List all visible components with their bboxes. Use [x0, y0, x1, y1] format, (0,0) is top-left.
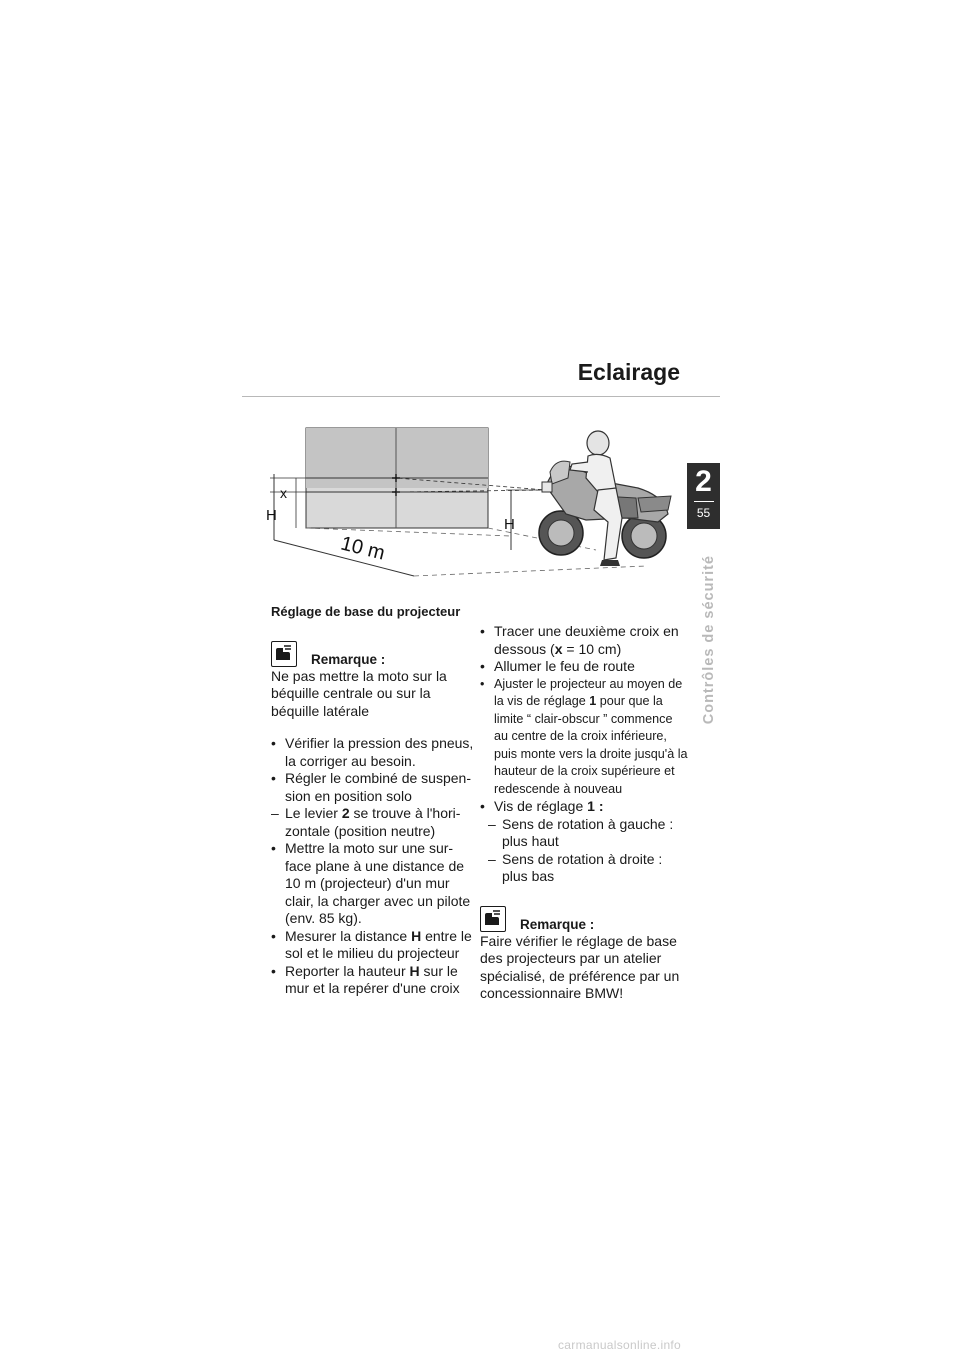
- list-item: • Vérifier la pression des pneus, la corriger au besoin.: [271, 735, 474, 769]
- note-icon: [271, 641, 297, 667]
- list-item: • Vis de réglage 1 :: [480, 798, 604, 814]
- page-number: 55: [696, 506, 711, 520]
- list-item: • Tracer une deuxième croix en dessous (x = 10 cm): [480, 623, 679, 657]
- list-item: – Le levier 2 se trouve à l'hori-zontale (position neutre): [271, 805, 461, 839]
- note-header: [271, 637, 479, 667]
- list-item: • Reporter la hauteur H sur le mur et la repérer d'une croix: [271, 962, 460, 996]
- label-h-left: H: [266, 507, 277, 524]
- page-title: Eclairage: [577, 359, 680, 385]
- list-item: • Ajuster le projecteur au moyen de la vis de réglage 1 pour que la limite “ clair-obscur ” commence au centre de la croix inférieure, puis monte vers la droite jusqu'à la hauteur de la croix supérieure et redescende à nouveau: [480, 676, 688, 796]
- note-header: [480, 902, 688, 932]
- chapter-side-label: Contrôles de sécurité: [701, 555, 717, 725]
- note-block: [271, 637, 479, 721]
- chapter-tab: [687, 463, 720, 529]
- label-x: x: [280, 485, 287, 501]
- list-item: • Régler le combiné de suspen-sion en position solo: [271, 770, 471, 804]
- headlight-adjustment-figure: [266, 418, 686, 583]
- label-h-bike: H: [504, 516, 515, 533]
- section-title: Réglage de base du projecteur: [271, 604, 461, 619]
- note-label: Remarque :: [520, 916, 595, 932]
- note-text: Ne pas mettre la moto sur la béquille centrale ou sur la béquille latérale: [271, 667, 447, 719]
- title-rule: [242, 396, 720, 397]
- list-item: • Allumer le feu de route: [480, 658, 635, 674]
- sub-list-item: – Sens de rotation à gauche : plus haut: [488, 815, 674, 849]
- note-label: Remarque :: [311, 651, 386, 667]
- left-column: [271, 603, 479, 998]
- list-item: • Mettre la moto sur une sur-face plane à une distance de 10 m (projecteur) d'un mur clair, la charger avec un pilote (env. 85 kg).: [271, 840, 471, 926]
- procedure-list: [271, 735, 479, 998]
- watermark-text: carmanualsonline.info: [558, 1338, 682, 1352]
- right-column: [480, 623, 688, 1003]
- list-item: • Mesurer la distance H entre le sol et le milieu du projecteur: [271, 927, 472, 961]
- note-text: Faire vérifier le réglage de base des projecteurs par un atelier spécialisé, de préférence par un concessionnaire BMW!: [480, 932, 680, 1001]
- sub-list-item: – Sens de rotation à droite : plus bas: [488, 850, 663, 884]
- note-icon: [480, 906, 506, 932]
- chapter-number: 2: [695, 465, 712, 498]
- label-distance: 10 m: [338, 532, 388, 565]
- note-block: [480, 902, 688, 1003]
